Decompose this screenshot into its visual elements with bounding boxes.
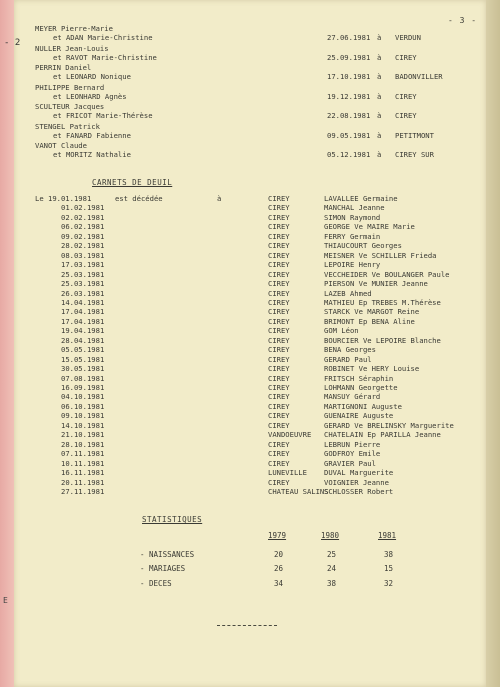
- death-date: 27.11.1981: [61, 486, 105, 496]
- deaths-section-title: CARNETS DE DEUIL: [92, 178, 173, 187]
- death-date: 01.02.1981: [61, 203, 105, 213]
- death-place: CIREY: [268, 420, 290, 430]
- marriage-a: à: [377, 72, 382, 81]
- death-row: [35, 327, 485, 336]
- death-row: [35, 488, 485, 497]
- marriage-place: CIREY: [395, 111, 417, 120]
- marriage-bride: et RAVOT Marie-Christine: [53, 52, 157, 62]
- death-place: CIREY: [268, 241, 290, 251]
- death-place: CIREY: [268, 222, 290, 232]
- marriage-detail-line: [35, 72, 443, 82]
- marriage-bride: et FANARD Fabienne: [53, 130, 131, 140]
- death-place: CIREY: [268, 439, 290, 449]
- death-date: 25.03.1981: [61, 269, 105, 279]
- death-name: SCHLOSSER Robert: [324, 486, 394, 496]
- death-name: MANCHAL Jeanne: [324, 203, 385, 213]
- death-name: LAVALLEE Germaine: [324, 194, 398, 203]
- death-place: CIREY: [268, 401, 290, 411]
- death-place: CIREY: [268, 373, 290, 383]
- death-name: VOIGNIER Jeanne: [324, 477, 389, 487]
- stats-row: [140, 550, 440, 560]
- death-place: CIREY: [268, 194, 290, 203]
- death-row: [35, 469, 485, 478]
- death-name: BENA Georges: [324, 345, 376, 355]
- death-date: 17.04.1981: [61, 307, 105, 317]
- death-place: CIREY: [268, 307, 290, 317]
- death-name: GERARD Ve BRELINSKY Marguerite: [324, 420, 454, 430]
- stats-value: 15: [384, 564, 394, 573]
- marriage-groom: VANOT Claude: [35, 141, 87, 150]
- marriage-detail-line: [35, 34, 435, 43]
- death-date: 14.04.1981: [61, 297, 105, 307]
- marriage-groom: PHILIPPE Bernard: [35, 82, 105, 92]
- death-place: CIREY: [268, 392, 290, 402]
- death-place: CIREY: [268, 354, 290, 364]
- death-date: 28.04.1981: [61, 335, 105, 345]
- death-name: LEBRUN Pierre: [324, 439, 381, 449]
- death-date: 17.04.1981: [61, 316, 105, 326]
- death-place: CIREY: [268, 269, 290, 279]
- death-place: CIREY: [268, 364, 290, 374]
- death-name: PIERSON Ve MUNIER Jeanne: [324, 279, 428, 289]
- page-number: - 3 -: [448, 16, 478, 25]
- marriage-bride: et LEONHARD Agnès: [53, 91, 127, 101]
- marriage-place: CIREY: [395, 91, 417, 101]
- death-date: 15.05.1981: [61, 354, 105, 364]
- stats-value: 38: [327, 579, 337, 588]
- death-date: 30.05.1981: [61, 364, 105, 374]
- death-place: CIREY: [268, 458, 290, 468]
- death-name: MATHIEU Ep TREBES M.Thérèse: [324, 297, 441, 307]
- death-date: 28.02.1981: [61, 241, 105, 251]
- marriage-date: 05.12.1981: [327, 150, 371, 159]
- stats-value: 38: [384, 550, 394, 559]
- death-place: CIREY: [268, 449, 290, 459]
- death-name: LAZEB Ahmed: [324, 288, 372, 298]
- death-place: CIREY: [268, 288, 290, 298]
- death-date: 19.01.1981: [48, 194, 92, 203]
- death-name: MANSUY Gérard: [324, 392, 381, 402]
- death-date: 04.10.1981: [61, 392, 105, 402]
- death-a: à: [217, 194, 222, 203]
- death-date: 06.10.1981: [61, 401, 105, 411]
- death-name: CHATELAIN Ep PARILLA Jeanne: [324, 430, 441, 440]
- death-date: 07.11.1981: [61, 449, 105, 459]
- death-name: GODFROY Emile: [324, 449, 381, 459]
- death-date: 05.05.1981: [61, 345, 105, 355]
- marriage-bride: et LEONARD Nonique: [53, 72, 131, 81]
- death-place: VANDOEUVRE: [268, 430, 312, 440]
- stats-value: 25: [327, 550, 337, 559]
- death-name: GUENAIRE Auguste: [324, 411, 394, 421]
- death-place: LUNEVILLE: [268, 468, 307, 478]
- marriage-detail-line: [35, 112, 435, 121]
- death-row: [35, 261, 485, 270]
- death-name: THIAUCOURT Georges: [324, 241, 402, 251]
- death-date: 19.04.1981: [61, 326, 105, 336]
- margin-page-mark: - 2: [4, 38, 21, 48]
- marriage-detail-line: [35, 54, 435, 63]
- stats-value: 20: [274, 550, 284, 559]
- marriage-a: à: [377, 33, 382, 42]
- marriage-bride: et FRICOT Marie-Thérèse: [53, 111, 153, 120]
- marriage-date: 17.10.1981: [327, 72, 371, 81]
- closing-divider: [217, 625, 277, 626]
- marriage-bride: et MORITZ Nathalie: [53, 150, 131, 159]
- death-place: CIREY: [268, 250, 290, 260]
- death-name: SIMON Raymond: [324, 212, 381, 222]
- death-name: MEISNER Ve SCHILLER Frieda: [324, 250, 437, 260]
- death-date: 20.11.1981: [61, 477, 105, 487]
- marriage-date: 25.09.1981: [327, 52, 371, 62]
- death-name: BRIMONT Ep BENA Aline: [324, 316, 415, 326]
- death-name: GEORGE Ve MAIRE Marie: [324, 222, 415, 232]
- stats-value: 32: [384, 579, 394, 588]
- stats-label: - MARIAGES: [140, 564, 186, 573]
- marriage-a: à: [377, 111, 382, 120]
- death-date: 10.11.1981: [61, 458, 105, 468]
- right-page-edge: [486, 0, 500, 687]
- death-date: 06.02.1981: [61, 222, 105, 232]
- death-name: GOM Léon: [324, 326, 359, 336]
- marriage-place: CIREY SUR: [395, 150, 434, 159]
- death-date: 14.10.1981: [61, 420, 105, 430]
- marriage-bride: et ADAN Marie-Christine: [53, 33, 153, 42]
- marriage-place: CIREY: [395, 52, 417, 62]
- stats-label: - NAISSANCES: [140, 550, 195, 559]
- marriage-a: à: [377, 130, 382, 140]
- death-row: [35, 223, 485, 232]
- margin-letter-mark: E: [3, 596, 8, 605]
- death-date: 09.02.1981: [61, 231, 105, 241]
- stats-year: 1979: [268, 531, 287, 540]
- death-row: [35, 346, 485, 355]
- marriage-date: 22.08.1981: [327, 111, 371, 120]
- stats-year: 1981: [378, 531, 397, 540]
- marriage-detail-line: [35, 151, 435, 160]
- death-row: [35, 412, 485, 421]
- death-place: CIREY: [268, 477, 290, 487]
- death-place: CIREY: [268, 279, 290, 289]
- death-row: [35, 242, 485, 251]
- death-name: FRITSCH Séraphin: [324, 373, 394, 383]
- death-name: FERRY Germain: [324, 231, 381, 241]
- death-name: DUVAL Marguerite: [324, 468, 394, 478]
- death-date: 17.03.1981: [61, 260, 105, 270]
- death-name: BOURCIER Ve LEPOIRE Blanche: [324, 335, 441, 345]
- left-page-edge: [0, 0, 14, 687]
- marriage-place: BADONVILLER: [395, 72, 443, 81]
- stats-row: [140, 579, 440, 589]
- death-name: GERARD Paul: [324, 354, 372, 364]
- marriage-date: 27.06.1981: [327, 33, 371, 42]
- death-date: 21.10.1981: [61, 430, 105, 440]
- stats-label: - DECES: [140, 579, 172, 588]
- marriage-a: à: [377, 91, 382, 101]
- marriage-date: 09.05.1981: [327, 130, 371, 140]
- marriage-detail-line: [35, 132, 435, 141]
- death-place: CIREY: [268, 383, 290, 392]
- death-verb: est décédée: [115, 194, 163, 203]
- death-row: [35, 365, 485, 374]
- death-prefix: Le: [35, 194, 44, 203]
- death-place: CIREY: [268, 297, 290, 307]
- stats-value: 26: [274, 564, 284, 573]
- marriage-groom: SCULTEUR Jacques: [35, 102, 105, 111]
- death-date: 07.08.1981: [61, 373, 105, 383]
- death-place: CHATEAU SALINS: [268, 486, 329, 496]
- marriage-groom: MEYER Pierre-Marie: [35, 24, 113, 33]
- death-name: GRAVIER Paul: [324, 458, 376, 468]
- death-date: 28.10.1981: [61, 439, 105, 449]
- death-name: STARCK Ve MARGOT Reine: [324, 307, 420, 317]
- marriage-place: VERDUN: [395, 33, 421, 42]
- death-date: 08.03.1981: [61, 250, 105, 260]
- death-date: 16.09.1981: [61, 383, 105, 392]
- death-place: CIREY: [268, 411, 290, 421]
- death-row: [35, 280, 485, 289]
- death-place: CIREY: [268, 212, 290, 222]
- marriage-date: 19.12.1981: [327, 91, 371, 101]
- death-date: 09.10.1981: [61, 411, 105, 421]
- stats-row: [140, 564, 440, 574]
- death-place: CIREY: [268, 326, 290, 336]
- death-place: CIREY: [268, 335, 290, 345]
- death-row: [35, 431, 485, 440]
- death-date: 25.03.1981: [61, 279, 105, 289]
- stats-year: 1980: [321, 531, 340, 540]
- death-name: LOHMANN Georgette: [324, 383, 398, 392]
- death-place: CIREY: [268, 260, 290, 270]
- death-place: CIREY: [268, 231, 290, 241]
- death-name: ROBINET Ve HERY Louise: [324, 364, 420, 374]
- death-name: VECCHEIDER Ve BOULANGER Paule: [324, 269, 450, 279]
- death-name: LEPOIRE Henry: [324, 260, 381, 270]
- death-place: CIREY: [268, 345, 290, 355]
- stats-value: 34: [274, 579, 284, 588]
- death-date: 16.11.1981: [61, 468, 105, 478]
- marriage-a: à: [377, 150, 382, 159]
- death-date: 02.02.1981: [61, 212, 105, 222]
- marriage-detail-line: [35, 93, 435, 102]
- stats-value: 24: [327, 564, 337, 573]
- death-row: [35, 450, 485, 459]
- death-date: 26.03.1981: [61, 288, 105, 298]
- marriage-place: PETITMONT: [395, 130, 434, 140]
- death-place: CIREY: [268, 316, 290, 326]
- marriage-groom: NULLER Jean-Louis: [35, 43, 109, 53]
- stats-title: STATISTIQUES: [142, 515, 203, 524]
- death-name: MARTIGNONI Auguste: [324, 401, 402, 411]
- marriage-groom: STENGEL Patrick: [35, 121, 100, 131]
- marriage-groom: PERRIN Daniel: [35, 63, 92, 72]
- death-place: CIREY: [268, 203, 290, 213]
- marriage-a: à: [377, 52, 382, 62]
